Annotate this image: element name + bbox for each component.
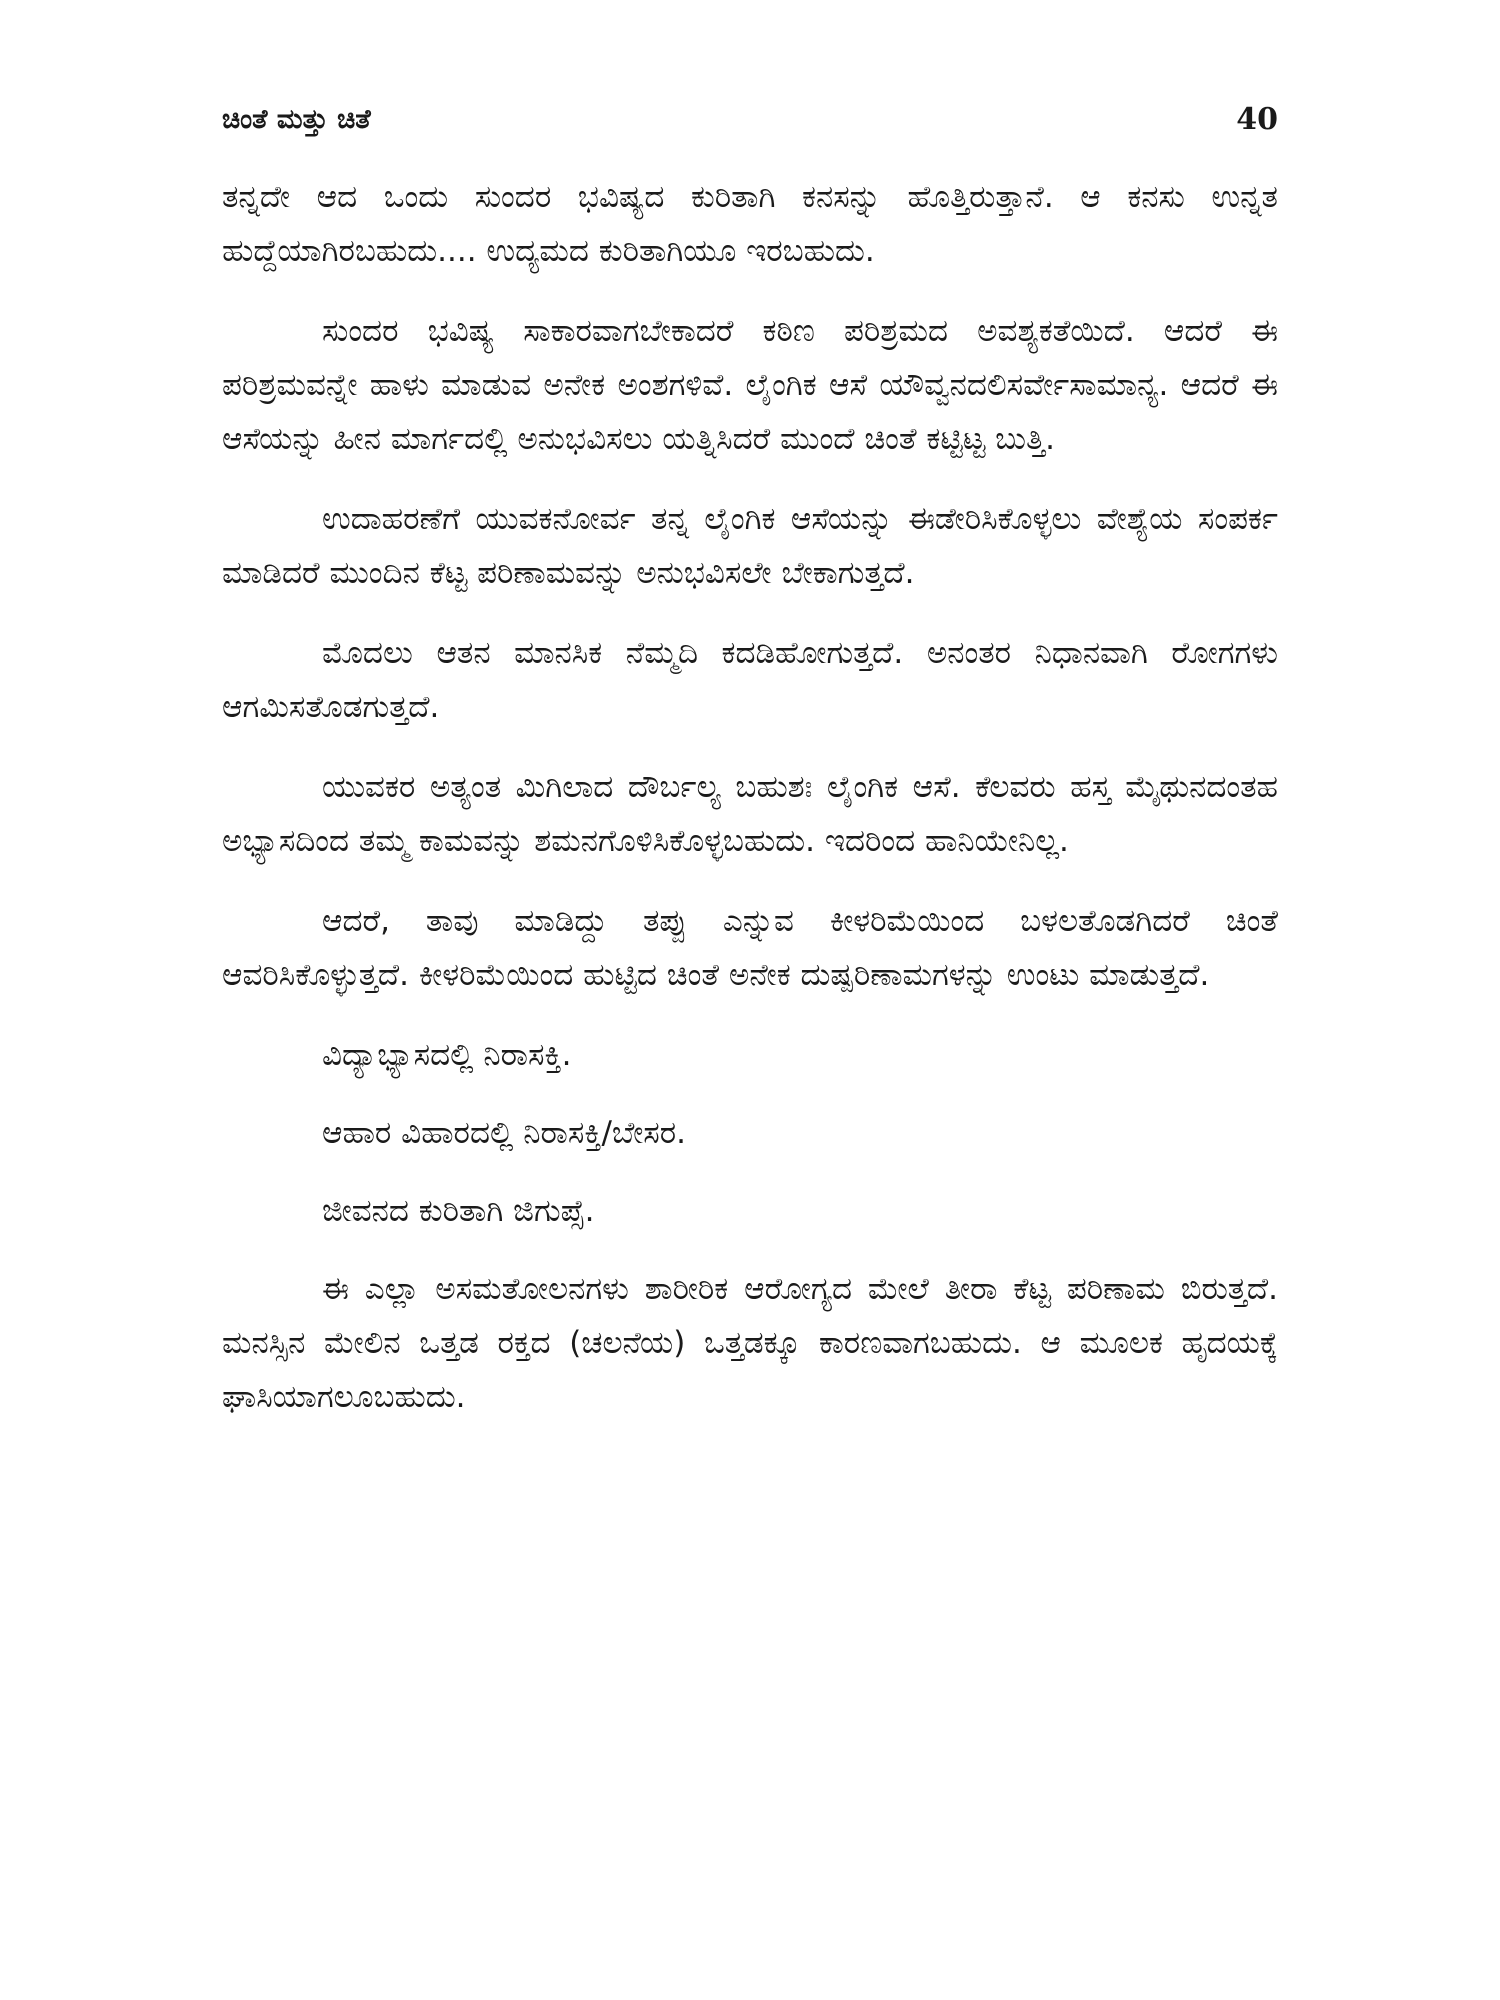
paragraph: ತನ್ನದೇ ಆದ ಒಂದು ಸುಂದರ ಭವಿಷ್ಯದ ಕುರಿತಾಗಿ ಕನಸನ್ನು ಹೊತ್ತಿರುತ್ತಾನೆ. ಆ ಕನಸು ಉನ್ನತ ಹುದ್ದೆಯಾಗಿರಬಹುದು.... ಉದ್ಯಮದ ಕುರಿತಾಗಿಯೂ ಇರಬಹುದು. xyxy=(222,179,1278,269)
paragraph: ಆದರೆ, ತಾವು ಮಾಡಿದ್ದು ತಪ್ಪು ಎನ್ನುವ ಕೀಳರಿಮೆಯಿಂದ ಬಳಲತೊಡಗಿದರೆ ಚಿಂತೆ ಆವರಿಸಿಕೊಳ್ಳುತ್ತದೆ. ಕೀಳರಿಮೆಯಿಂದ ಹುಟ್ಟಿದ ಚಿಂತೆ ಅನೇಕ ದುಷ್ಪರಿಣಾಮಗಳನ್ನು ಉಂಟು ಮಾಡುತ್ತದೆ. xyxy=(222,903,1278,993)
paragraph: ವಿದ್ಯಾಭ್ಯಾಸದಲ್ಲಿ ನಿರಾಸಕ್ತಿ. xyxy=(322,1037,572,1073)
paragraph: ಜೀವನದ ಕುರಿತಾಗಿ ಜಿಗುಪ್ಸೆ. xyxy=(322,1193,595,1229)
paragraph: ಯುವಕರ ಅತ್ಯಂತ ಮಿಗಿಲಾದ ದೌರ್ಬಲ್ಯ ಬಹುಶಃ ಲೈಂಗಿಕ ಆಸೆ. ಕೆಲವರು ಹಸ್ತ ಮೈಥುನದಂತಹ ಅಭ್ಯಾಸದಿಂದ ತಮ್ಮ ಕಾಮವನ್ನು ಶಮನಗೊಳಿಸಿಕೊಳ್ಳಬಹುದು. ಇದರಿಂದ ಹಾನಿಯೇನಿಲ್ಲ. xyxy=(222,769,1278,859)
paragraph: ಸುಂದರ ಭವಿಷ್ಯ ಸಾಕಾರವಾಗಬೇಕಾದರೆ ಕಠಿಣ ಪರಿಶ್ರಮದ ಅವಶ್ಯಕತೆಯಿದೆ. ಆದರೆ ಈ ಪರಿಶ್ರಮವನ್ನೇ ಹಾಳು ಮಾಡುವ ಅನೇಕ ಅಂಶಗಳಿವೆ. ಲೈಂಗಿಕ ಆಸೆ ಯೌವ್ವನದಲಿಸರ್ವೇಸಾಮಾನ್ಯ. ಆದರೆ ಈ ಆಸೆಯನ್ನು ಹೀನ ಮಾರ್ಗದಲ್ಲಿ ಅನುಭವಿಸಲು ಯತ್ನಿಸಿದರೆ ಮುಂದೆ ಚಿಂತೆ ಕಟ್ಟಿಟ್ಟ ಬುತ್ತಿ. xyxy=(222,313,1278,457)
paragraph: ಉದಾಹರಣೆಗೆ ಯುವಕನೋರ್ವ ತನ್ನ ಲೈಂಗಿಕ ಆಸೆಯನ್ನು ಈಡೇರಿಸಿಕೊಳ್ಳಲು ವೇಶ್ಯೆಯ ಸಂಪರ್ಕ ಮಾಡಿದರೆ ಮುಂದಿನ ಕೆಟ್ಟ ಪರಿಣಾಮವನ್ನು ಅನುಭವಿಸಲೇ ಬೇಕಾಗುತ್ತದೆ. xyxy=(222,501,1278,591)
page-number: 40 xyxy=(1236,102,1278,137)
page-header xyxy=(222,100,1278,144)
running-title: ಚಿಂತೆ ಮತ್ತು ಚಿತೆ xyxy=(222,104,371,135)
body-text xyxy=(222,170,1278,1450)
paragraph: ಮೊದಲು ಆತನ ಮಾನಸಿಕ ನೆಮ್ಮದಿ ಕದಡಿಹೋಗುತ್ತದೆ. ಅನಂತರ ನಿಧಾನವಾಗಿ ರೋಗಗಳು ಆಗಮಿಸತೊಡಗುತ್ತದೆ. xyxy=(222,635,1278,725)
paragraph: ಈ ಎಲ್ಲಾ ಅಸಮತೋಲನಗಳು ಶಾರೀರಿಕ ಆರೋಗ್ಯದ ಮೇಲೆ ತೀರಾ ಕೆಟ್ಟ ಪರಿಣಾಮ ಬಿರುತ್ತದೆ. ಮನಸ್ಸಿನ ಮೇಲಿನ ಒತ್ತಡ ರಕ್ತದ (ಚಲನೆಯ) ಒತ್ತಡಕ್ಕೂ ಕಾರಣವಾಗಬಹುದು. ಆ ಮೂಲಕ ಹೃದಯಕ್ಕೆ ಘಾಸಿಯಾಗಲೂಬಹುದು. xyxy=(222,1271,1278,1415)
paragraph: ಆಹಾರ ವಿಹಾರದಲ್ಲಿ ನಿರಾಸಕ್ತಿ/ಬೇಸರ. xyxy=(322,1115,686,1151)
